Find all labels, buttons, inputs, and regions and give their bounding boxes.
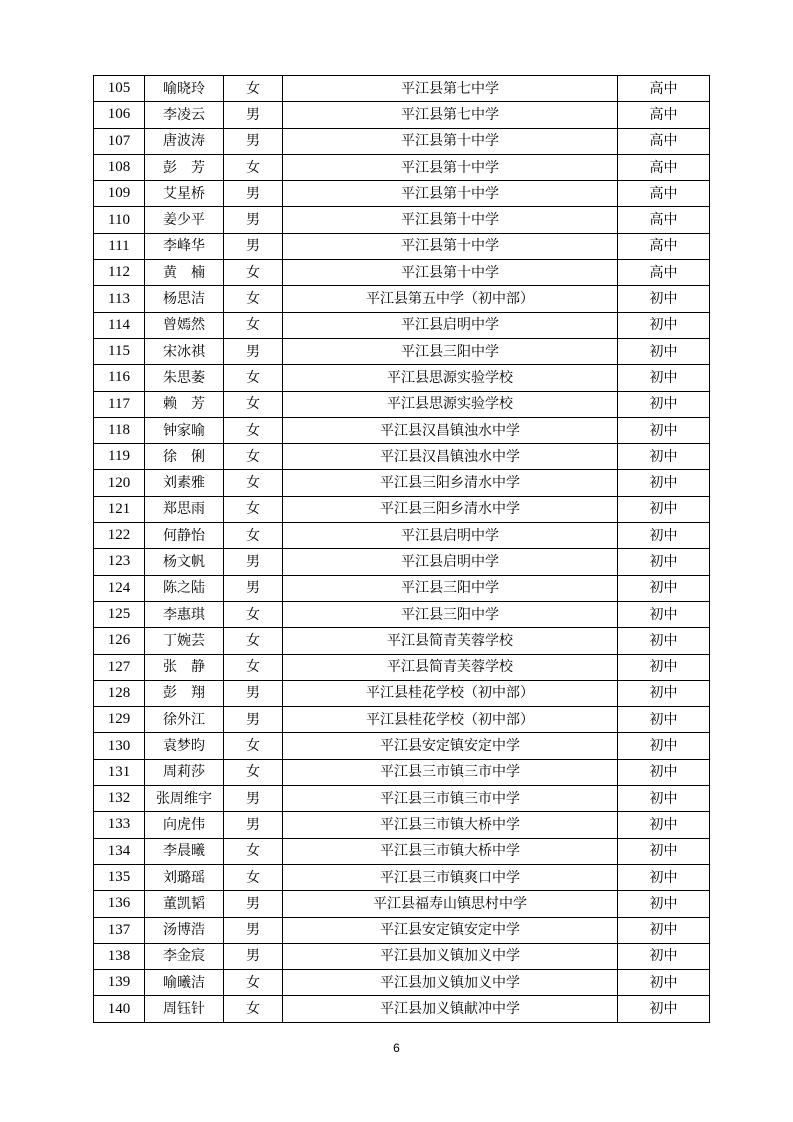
student-gender: 男 [224, 707, 283, 733]
table-row [94, 891, 710, 917]
school-level: 初中 [618, 286, 710, 312]
school-name: 平江县安定镇安定中学 [283, 917, 618, 943]
student-name: 宋冰祺 [145, 338, 224, 364]
student-gender: 女 [224, 496, 283, 522]
school-level: 初中 [618, 391, 710, 417]
school-name: 平江县第十中学 [283, 233, 618, 259]
student-gender: 女 [224, 286, 283, 312]
row-number: 134 [94, 838, 145, 864]
student-gender: 女 [224, 312, 283, 338]
row-number: 133 [94, 812, 145, 838]
row-number: 130 [94, 733, 145, 759]
school-name: 平江县第七中学 [283, 76, 618, 102]
school-level: 初中 [618, 549, 710, 575]
school-level: 初中 [618, 312, 710, 338]
row-number: 125 [94, 601, 145, 627]
student-name: 喻晓玲 [145, 76, 224, 102]
student-gender: 女 [224, 444, 283, 470]
table-row [94, 970, 710, 996]
school-level: 高中 [618, 76, 710, 102]
school-level: 高中 [618, 260, 710, 286]
student-gender: 女 [224, 733, 283, 759]
school-level: 初中 [618, 943, 710, 969]
row-number: 118 [94, 417, 145, 443]
student-gender: 男 [224, 812, 283, 838]
row-number: 124 [94, 575, 145, 601]
table-row [94, 549, 710, 575]
student-gender: 男 [224, 338, 283, 364]
school-level: 初中 [618, 707, 710, 733]
row-number: 119 [94, 444, 145, 470]
school-level: 初中 [618, 417, 710, 443]
school-name: 平江县桂花学校（初中部） [283, 680, 618, 706]
table-row [94, 181, 710, 207]
table-row [94, 628, 710, 654]
table-row [94, 523, 710, 549]
school-level: 初中 [618, 970, 710, 996]
student-name: 喻曦洁 [145, 970, 224, 996]
school-level: 初中 [618, 628, 710, 654]
school-level: 初中 [618, 917, 710, 943]
row-number: 129 [94, 707, 145, 733]
school-name: 平江县启明中学 [283, 312, 618, 338]
student-name: 李惠琪 [145, 601, 224, 627]
roster-table [93, 75, 710, 1023]
student-gender: 女 [224, 838, 283, 864]
school-name: 平江县第十中学 [283, 181, 618, 207]
student-name: 曾嫣然 [145, 312, 224, 338]
row-number: 135 [94, 864, 145, 890]
school-name: 平江县加义镇加义中学 [283, 943, 618, 969]
school-level: 初中 [618, 891, 710, 917]
student-gender: 男 [224, 549, 283, 575]
table-row [94, 76, 710, 102]
school-level: 初中 [618, 864, 710, 890]
table-row [94, 917, 710, 943]
school-name: 平江县安定镇安定中学 [283, 733, 618, 759]
table-row [94, 786, 710, 812]
school-name: 平江县启明中学 [283, 549, 618, 575]
student-gender: 女 [224, 417, 283, 443]
student-gender: 女 [224, 628, 283, 654]
student-name: 郑思雨 [145, 496, 224, 522]
school-name: 平江县第十中学 [283, 154, 618, 180]
student-name: 何静怡 [145, 523, 224, 549]
student-name: 唐波涛 [145, 128, 224, 154]
school-level: 高中 [618, 181, 710, 207]
row-number: 110 [94, 207, 145, 233]
school-name: 平江县简青芙蓉学校 [283, 654, 618, 680]
school-name: 平江县加义镇加义中学 [283, 970, 618, 996]
student-gender: 男 [224, 917, 283, 943]
student-name: 彭 芳 [145, 154, 224, 180]
student-name: 钟家喻 [145, 417, 224, 443]
student-gender: 女 [224, 601, 283, 627]
row-number: 131 [94, 759, 145, 785]
student-name: 杨文帆 [145, 549, 224, 575]
student-gender: 女 [224, 154, 283, 180]
school-level: 高中 [618, 154, 710, 180]
row-number: 138 [94, 943, 145, 969]
row-number: 140 [94, 996, 145, 1022]
row-number: 122 [94, 523, 145, 549]
school-level: 初中 [618, 470, 710, 496]
student-name: 黄 楠 [145, 260, 224, 286]
row-number: 128 [94, 680, 145, 706]
school-name: 平江县第七中学 [283, 102, 618, 128]
student-gender: 女 [224, 654, 283, 680]
table-row [94, 496, 710, 522]
row-number: 120 [94, 470, 145, 496]
student-name: 彭 翔 [145, 680, 224, 706]
row-number: 107 [94, 128, 145, 154]
student-name: 杨思洁 [145, 286, 224, 312]
table-row [94, 233, 710, 259]
row-number: 132 [94, 786, 145, 812]
student-name: 袁梦昀 [145, 733, 224, 759]
row-number: 123 [94, 549, 145, 575]
student-name: 张周维宇 [145, 786, 224, 812]
table-row [94, 759, 710, 785]
table-row [94, 601, 710, 627]
student-name: 李凌云 [145, 102, 224, 128]
student-gender: 男 [224, 891, 283, 917]
student-name: 周莉莎 [145, 759, 224, 785]
student-gender: 男 [224, 102, 283, 128]
school-level: 初中 [618, 838, 710, 864]
student-gender: 女 [224, 260, 283, 286]
table-row [94, 260, 710, 286]
table-row [94, 575, 710, 601]
school-name: 平江县三阳中学 [283, 575, 618, 601]
student-gender: 女 [224, 759, 283, 785]
student-name: 董凯韬 [145, 891, 224, 917]
school-name: 平江县第五中学（初中部） [283, 286, 618, 312]
student-name: 丁婉芸 [145, 628, 224, 654]
row-number: 116 [94, 365, 145, 391]
school-level: 初中 [618, 759, 710, 785]
table-row [94, 707, 710, 733]
school-name: 平江县启明中学 [283, 523, 618, 549]
table-row [94, 680, 710, 706]
table-row [94, 838, 710, 864]
school-level: 初中 [618, 365, 710, 391]
school-name: 平江县第十中学 [283, 207, 618, 233]
table-row [94, 102, 710, 128]
student-name: 朱思萎 [145, 365, 224, 391]
school-level: 初中 [618, 523, 710, 549]
table-row [94, 470, 710, 496]
school-level: 初中 [618, 733, 710, 759]
school-name: 平江县三市镇三市中学 [283, 759, 618, 785]
student-name: 汤博浩 [145, 917, 224, 943]
student-name: 张 静 [145, 654, 224, 680]
row-number: 139 [94, 970, 145, 996]
table-row [94, 943, 710, 969]
student-name: 赖 芳 [145, 391, 224, 417]
student-gender: 女 [224, 864, 283, 890]
student-gender: 男 [224, 128, 283, 154]
student-gender: 男 [224, 575, 283, 601]
school-level: 初中 [618, 496, 710, 522]
row-number: 115 [94, 338, 145, 364]
row-number: 136 [94, 891, 145, 917]
school-level: 高中 [618, 233, 710, 259]
table-row [94, 417, 710, 443]
student-gender: 男 [224, 680, 283, 706]
table-row [94, 312, 710, 338]
school-level: 初中 [618, 680, 710, 706]
row-number: 127 [94, 654, 145, 680]
row-number: 106 [94, 102, 145, 128]
school-name: 平江县三阳中学 [283, 601, 618, 627]
school-name: 平江县汉昌镇浊水中学 [283, 444, 618, 470]
table-row [94, 391, 710, 417]
row-number: 121 [94, 496, 145, 522]
student-gender: 男 [224, 207, 283, 233]
table-row [94, 812, 710, 838]
student-name: 李晨曦 [145, 838, 224, 864]
row-number: 114 [94, 312, 145, 338]
table-row [94, 154, 710, 180]
student-gender: 女 [224, 996, 283, 1022]
row-number: 109 [94, 181, 145, 207]
school-level: 初中 [618, 812, 710, 838]
student-name: 向虎伟 [145, 812, 224, 838]
row-number: 108 [94, 154, 145, 180]
school-name: 平江县桂花学校（初中部） [283, 707, 618, 733]
table-row [94, 207, 710, 233]
student-gender: 女 [224, 470, 283, 496]
student-name: 陈之陆 [145, 575, 224, 601]
row-number: 117 [94, 391, 145, 417]
school-name: 平江县汉昌镇浊水中学 [283, 417, 618, 443]
school-name: 平江县第十中学 [283, 128, 618, 154]
school-name: 平江县三阳中学 [283, 338, 618, 364]
school-name: 平江县福寿山镇思村中学 [283, 891, 618, 917]
student-gender: 女 [224, 970, 283, 996]
row-number: 126 [94, 628, 145, 654]
school-name: 平江县三阳乡清水中学 [283, 470, 618, 496]
student-gender: 男 [224, 943, 283, 969]
table-row [94, 365, 710, 391]
school-name: 平江县三市镇大桥中学 [283, 812, 618, 838]
student-name: 李峰华 [145, 233, 224, 259]
school-level: 初中 [618, 996, 710, 1022]
student-name: 刘璐瑶 [145, 864, 224, 890]
student-name: 艾星桥 [145, 181, 224, 207]
student-name: 刘素雅 [145, 470, 224, 496]
table-row [94, 733, 710, 759]
student-name: 徐外江 [145, 707, 224, 733]
table-row [94, 654, 710, 680]
school-name: 平江县三阳乡清水中学 [283, 496, 618, 522]
page-number: 6 [393, 1041, 400, 1055]
student-name: 徐 俐 [145, 444, 224, 470]
student-gender: 女 [224, 76, 283, 102]
row-number: 113 [94, 286, 145, 312]
roster-body [94, 76, 710, 1023]
student-name: 周钰针 [145, 996, 224, 1022]
school-level: 高中 [618, 207, 710, 233]
table-row [94, 996, 710, 1022]
student-gender: 男 [224, 233, 283, 259]
table-row [94, 864, 710, 890]
school-level: 初中 [618, 654, 710, 680]
student-gender: 男 [224, 181, 283, 207]
school-name: 平江县三市镇爽口中学 [283, 864, 618, 890]
row-number: 105 [94, 76, 145, 102]
student-gender: 女 [224, 523, 283, 549]
school-name: 平江县三市镇三市中学 [283, 786, 618, 812]
student-gender: 女 [224, 365, 283, 391]
table-row [94, 338, 710, 364]
school-name: 平江县三市镇大桥中学 [283, 838, 618, 864]
school-level: 初中 [618, 786, 710, 812]
row-number: 137 [94, 917, 145, 943]
school-level: 初中 [618, 575, 710, 601]
school-name: 平江县简青芙蓉学校 [283, 628, 618, 654]
school-level: 初中 [618, 601, 710, 627]
student-name: 姜少平 [145, 207, 224, 233]
student-name: 李金宸 [145, 943, 224, 969]
school-name: 平江县思源实验学校 [283, 365, 618, 391]
school-level: 高中 [618, 128, 710, 154]
table-row [94, 128, 710, 154]
student-gender: 女 [224, 391, 283, 417]
table-row [94, 444, 710, 470]
row-number: 111 [94, 233, 145, 259]
school-name: 平江县加义镇献冲中学 [283, 996, 618, 1022]
student-gender: 男 [224, 786, 283, 812]
table-row [94, 286, 710, 312]
school-name: 平江县思源实验学校 [283, 391, 618, 417]
school-level: 初中 [618, 444, 710, 470]
school-level: 初中 [618, 338, 710, 364]
school-name: 平江县第十中学 [283, 260, 618, 286]
row-number: 112 [94, 260, 145, 286]
school-level: 高中 [618, 102, 710, 128]
